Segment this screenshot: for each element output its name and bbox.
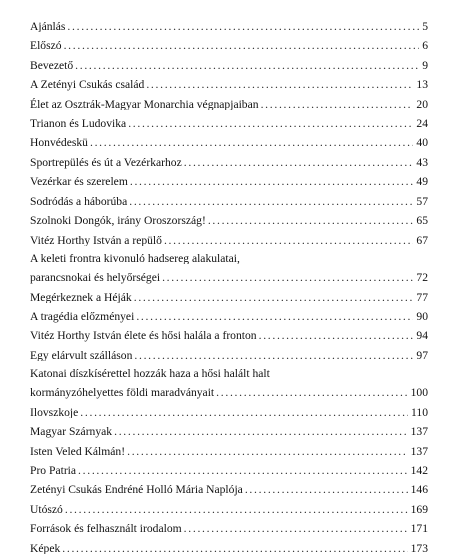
toc-entry-title-line1: Katonai díszkísérettel hozzák haza a hősi halált halt — [30, 366, 270, 380]
dot-leader — [67, 21, 419, 33]
dot-leader — [259, 330, 414, 342]
toc-entry-first-line — [30, 361, 428, 379]
dot-leader — [245, 484, 408, 496]
toc-entry-title: parancsnokai és helyőrségei — [30, 271, 161, 284]
toc-entry-page: 43 — [416, 155, 428, 169]
toc-entry-page: 40 — [416, 136, 428, 150]
toc-entry-title: Ajánlás — [30, 19, 66, 33]
toc-entry-page: 77 — [416, 290, 428, 304]
dot-leader — [134, 292, 414, 304]
toc-entry-title: A tragédia előzményei — [30, 309, 135, 323]
toc-entry-title: Trianon és Ludovika — [30, 117, 127, 130]
dot-leader — [164, 235, 413, 247]
toc-entry-page: 13 — [416, 78, 428, 91]
toc-entry-page: 57 — [416, 194, 428, 208]
toc-entry — [30, 379, 428, 398]
toc-entry-title: Pro Patria — [30, 464, 77, 477]
toc-entry-page: 90 — [416, 309, 428, 323]
dot-leader — [127, 446, 408, 458]
toc-entry-page: 9 — [422, 58, 428, 72]
toc-entry — [30, 130, 428, 149]
dot-leader — [134, 350, 413, 362]
toc-entry-title: Szolnoki Dongók, irány Oroszország! — [30, 214, 206, 227]
toc-entry — [30, 207, 428, 226]
toc-entry-title: Zetényi Csukás Endréné Holló Mária Naplója — [30, 483, 243, 497]
toc-entry — [30, 110, 428, 129]
toc-entry-page: 94 — [416, 329, 428, 342]
toc-entry — [30, 323, 428, 342]
dot-leader — [129, 196, 413, 208]
dot-leader — [261, 99, 414, 111]
dot-leader — [90, 137, 413, 149]
toc-entry-title: Magyar Szárnyak — [30, 425, 113, 438]
dot-leader — [130, 176, 414, 188]
toc-entry — [30, 477, 428, 496]
dot-leader — [184, 523, 408, 535]
toc-entry-title: Források és felhasznált irodalom — [30, 522, 182, 535]
toc-entry-first-line — [30, 246, 428, 264]
dot-leader — [208, 215, 414, 227]
toc-entry-page: 24 — [416, 117, 428, 130]
toc-entry-page: 146 — [410, 483, 428, 497]
toc-entry-page: 137 — [410, 425, 428, 438]
toc-entry — [30, 284, 428, 303]
toc-entry-page: 169 — [410, 502, 428, 516]
toc-entry — [30, 188, 428, 207]
dot-leader — [80, 407, 408, 419]
toc-entry-page: 67 — [416, 233, 428, 247]
dot-leader — [75, 60, 419, 72]
toc-entry-page: 137 — [410, 444, 428, 458]
toc-entry — [30, 91, 428, 110]
toc-entry-title: Utószó — [30, 502, 63, 516]
toc-entry — [30, 303, 428, 322]
dot-leader — [65, 504, 408, 516]
toc-entry — [30, 457, 428, 476]
dot-leader — [62, 543, 407, 554]
toc-entry-title: Vitéz Horthy István a repülő — [30, 233, 162, 247]
toc-entry-page: 20 — [416, 97, 428, 111]
toc-entry — [30, 149, 428, 168]
toc-entry-page: 97 — [416, 348, 428, 362]
toc-entry — [30, 13, 428, 32]
toc-entry-title: Vitéz Horthy István élete és hősi halála a fronton — [30, 329, 257, 342]
toc-entry-title: kormányzóhelyettes földi maradványait — [30, 386, 215, 399]
toc-entry — [30, 535, 428, 554]
toc-entry — [30, 399, 428, 418]
toc-entry-title: Vezérkar és szerelem — [30, 175, 128, 188]
toc-entry — [30, 516, 428, 535]
toc-entry-page: 72 — [416, 271, 428, 284]
dot-leader — [146, 79, 413, 91]
toc-entry-title: Előszó — [30, 39, 62, 52]
toc-entry-title: Sodródás a háborúba — [30, 194, 128, 208]
toc-entry — [30, 169, 428, 188]
toc-entry — [30, 418, 428, 437]
toc-entry — [30, 52, 428, 71]
toc-entry-page: 100 — [410, 386, 428, 399]
toc-entry-title-line1: A keleti frontra kivonuló hadsereg alakulatai, — [30, 251, 240, 265]
toc-entry-page: 110 — [411, 405, 428, 419]
toc-entry-page: 173 — [410, 541, 428, 554]
toc-entry-title: Ilovszkoje — [30, 405, 79, 419]
dot-leader — [216, 387, 407, 399]
toc-entry — [30, 71, 428, 90]
toc-entry — [30, 32, 428, 51]
dot-leader — [136, 311, 413, 323]
toc-entry — [30, 438, 428, 457]
toc-entry — [30, 342, 428, 361]
toc-entry-page: 142 — [410, 464, 428, 477]
toc-entry-title: Bevezető — [30, 58, 74, 72]
dot-leader — [64, 40, 420, 52]
toc-entry-page: 65 — [416, 214, 428, 227]
table-of-contents — [30, 13, 428, 554]
toc-entry-page: 49 — [416, 175, 428, 188]
toc-entry-page: 6 — [422, 39, 428, 52]
toc-entry-title: Sportrepülés és út a Vezérkarhoz — [30, 155, 182, 169]
toc-entry — [30, 227, 428, 246]
dot-leader — [162, 272, 413, 284]
toc-entry-page: 171 — [410, 522, 428, 535]
toc-entry-title: Egy elárvult szálláson — [30, 348, 133, 362]
toc-entry-title: Képek — [30, 541, 61, 554]
toc-entry — [30, 496, 428, 515]
toc-entry-title: Megérkeznek a Héják — [30, 290, 132, 304]
dot-leader — [114, 426, 408, 438]
toc-entry-page: 5 — [422, 19, 428, 33]
dot-leader — [78, 465, 408, 477]
toc-entry — [30, 264, 428, 283]
toc-entry-title: A Zetényi Csukás család — [30, 78, 145, 91]
toc-entry-title: Isten Veled Kálmán! — [30, 444, 126, 458]
dot-leader — [128, 118, 413, 130]
toc-entry-title: Élet az Osztrák-Magyar Monarchia végnapjaiban — [30, 97, 259, 111]
toc-entry-title: Honvédeskü — [30, 136, 88, 150]
dot-leader — [184, 157, 414, 169]
